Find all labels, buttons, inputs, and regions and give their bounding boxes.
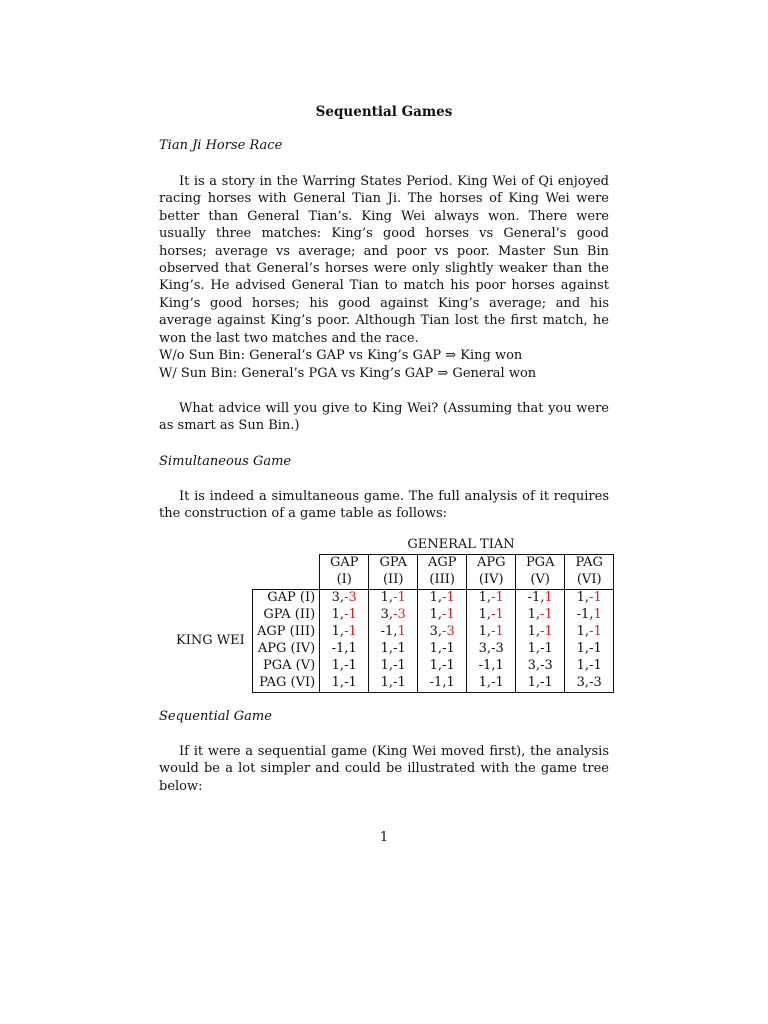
king-payoff: 1, [478,675,492,691]
king-payoff: 1, [527,624,541,640]
king-payoff: 3, [478,641,492,657]
column-header-roman: (VI) [565,572,614,590]
general-payoff: -1 [344,624,357,640]
king-payoff: 1, [527,675,541,691]
column-header: GPA [369,555,418,573]
king-payoff: -1, [576,607,594,623]
payoff-cell [467,607,516,624]
general-payoff: -1 [442,607,455,623]
payoff-cell [320,658,369,675]
payoff-cell [320,624,369,641]
general-payoff: -1 [491,624,504,640]
king-payoff: 1, [380,590,394,606]
king-payoff: 1, [380,641,394,657]
table-row [253,675,614,693]
column-header-roman: (IV) [467,572,516,590]
general-payoff: -1 [442,641,455,657]
row-header: APG (IV) [253,641,320,658]
payoff-cell [467,641,516,658]
payoff-cell [320,590,369,608]
general-payoff: 1 [593,607,602,623]
payoff-cell [467,675,516,693]
general-payoff: -1 [540,624,553,640]
row-header: AGP (III) [253,624,320,641]
king-payoff: 1, [380,675,394,691]
king-payoff: -1, [331,641,349,657]
king-payoff: 1, [527,641,541,657]
column-header-roman: (III) [418,572,467,590]
payoff-cell [320,641,369,658]
general-payoff: -3 [540,658,553,674]
king-payoff: 1, [576,624,590,640]
payoff-cell [320,607,369,624]
section-heading-simultaneous: Simultaneous Game [159,454,292,469]
general-payoff: 1 [446,675,455,691]
king-payoff: -1, [527,590,545,606]
general-payoff: -1 [442,658,455,674]
payoff-cell [565,590,614,608]
general-payoff: -1 [589,658,602,674]
payoff-cell [369,624,418,641]
king-payoff: 1, [576,658,590,674]
king-payoff: -1, [478,658,496,674]
question-paragraph: What advice will you give to King Wei? (Assuming that you were as smart as Sun Bin.) [159,401,609,434]
table-row [253,607,614,624]
payoff-cell [418,590,467,608]
row-header: GPA (II) [253,607,320,624]
payoff-cell [418,641,467,658]
king-payoff: 1, [478,590,492,606]
king-payoff: -1, [429,675,447,691]
payoff-cell [418,607,467,624]
column-header-roman: (I) [320,572,369,590]
king-payoff: -1, [380,624,398,640]
row-header: GAP (I) [253,590,320,608]
payoff-cell [565,675,614,693]
payoff-cell [516,624,565,641]
payoff-cell [516,607,565,624]
payoff-cell [369,675,418,693]
section-heading-sequential: Sequential Game [159,709,272,724]
payoff-cell [467,624,516,641]
payoff-cell [467,590,516,608]
general-payoff: -3 [393,607,406,623]
king-payoff: 1, [478,624,492,640]
general-payoff: -1 [540,607,553,623]
section-heading-horse-race: Tian Ji Horse Race [159,138,283,153]
general-payoff: 1 [397,624,406,640]
page-number: 1 [379,830,389,845]
payoff-cell [565,658,614,675]
payoff-cell [516,590,565,608]
payoff-cell [516,675,565,693]
column-header: APG [467,555,516,573]
king-payoff: 3, [576,675,590,691]
payoff-cell [565,624,614,641]
table-row [253,658,614,675]
general-payoff: -1 [344,675,357,691]
payoff-cell [565,641,614,658]
column-header: PAG [565,555,614,573]
general-payoff: -3 [491,641,504,657]
without-sun-bin-line: W/o Sun Bin: General’s GAP vs King’s GAP ⇒ King won [159,348,523,363]
general-payoff: -1 [344,607,357,623]
general-payoff: -1 [491,675,504,691]
row-player-label: KING WEI [176,633,245,648]
payoff-cell [369,590,418,608]
king-payoff: 1, [429,590,443,606]
king-payoff: 1, [380,658,394,674]
king-payoff: 1, [331,624,345,640]
column-header: PGA [516,555,565,573]
payoff-cell [565,607,614,624]
general-payoff: -3 [589,675,602,691]
row-header: PGA (V) [253,658,320,675]
column-header: GAP [320,555,369,573]
story-paragraph: It is a story in the Warring States Period. King Wei of Qi enjoyed racing horses with General Tian Ji. The horses of King Wei were better than General Tian’s. King Wei always won. There were usually three matches: King’s good horses vs General’s good horses; average vs average; and poor vs poor. Master Sun Bin observed that General’s horses were only slightly weaker than the King’s. He advised General Tian to match his poor horses against King’s good horses; his good against King’s average; and his average against King’s poor. Although Tian lost the first match, he won the last two matches and the race. [159,174,609,346]
king-payoff: 1, [576,641,590,657]
general-payoff: -3 [442,624,455,640]
general-payoff: -1 [589,590,602,606]
payoff-cell [516,641,565,658]
king-payoff: 3, [429,624,443,640]
payoff-cell [418,675,467,693]
king-payoff: 1, [429,658,443,674]
simultaneous-paragraph: It is indeed a simultaneous game. The full analysis of it requires the construction of a game table as follows: [159,489,609,522]
general-payoff: -1 [589,641,602,657]
king-payoff: 1, [429,641,443,657]
header-corner [253,572,320,590]
table-row [253,624,614,641]
general-payoff: -1 [393,675,406,691]
king-payoff: 3, [380,607,394,623]
payoff-cell [516,658,565,675]
column-header-roman: (V) [516,572,565,590]
column-roman-row [253,572,614,590]
general-payoff: -1 [589,624,602,640]
king-payoff: 1, [527,607,541,623]
table-row [253,641,614,658]
document-title: Sequential Games [315,104,453,120]
payoff-cell [369,607,418,624]
table-row [253,590,614,608]
general-payoff: -3 [344,590,357,606]
payoff-cell [467,658,516,675]
row-header: PAG (VI) [253,675,320,693]
king-payoff: 3, [527,658,541,674]
general-payoff: -1 [393,658,406,674]
column-header-row [253,555,614,573]
general-payoff: 1 [495,658,504,674]
game-payoff-table [252,554,614,693]
payoff-cell [418,658,467,675]
general-payoff: -1 [393,641,406,657]
general-payoff: -1 [491,590,504,606]
header-corner [253,555,320,573]
general-payoff: 1 [544,590,553,606]
with-sun-bin-line: W/ Sun Bin: General’s PGA vs King’s GAP ⇒ General won [159,366,537,381]
payoff-cell [320,675,369,693]
general-payoff: -1 [393,590,406,606]
king-payoff: 1, [331,658,345,674]
general-payoff: 1 [348,641,357,657]
king-payoff: 1, [429,607,443,623]
king-payoff: 1, [478,607,492,623]
column-header-roman: (II) [369,572,418,590]
general-payoff: -1 [344,658,357,674]
payoff-cell [418,624,467,641]
king-payoff: 3, [331,590,345,606]
general-payoff: -1 [491,607,504,623]
payoff-cell [369,658,418,675]
general-payoff: -1 [442,590,455,606]
general-payoff: -1 [540,641,553,657]
king-payoff: 1, [331,607,345,623]
payoff-cell [369,641,418,658]
column-header: AGP [418,555,467,573]
sequential-paragraph: If it were a sequential game (King Wei moved first), the analysis would be a lot simpler and could be illustrated with the game tree below: [159,744,609,794]
column-player-label: GENERAL TIAN [407,537,515,552]
king-payoff: 1, [331,675,345,691]
general-payoff: -1 [540,675,553,691]
king-payoff: 1, [576,590,590,606]
